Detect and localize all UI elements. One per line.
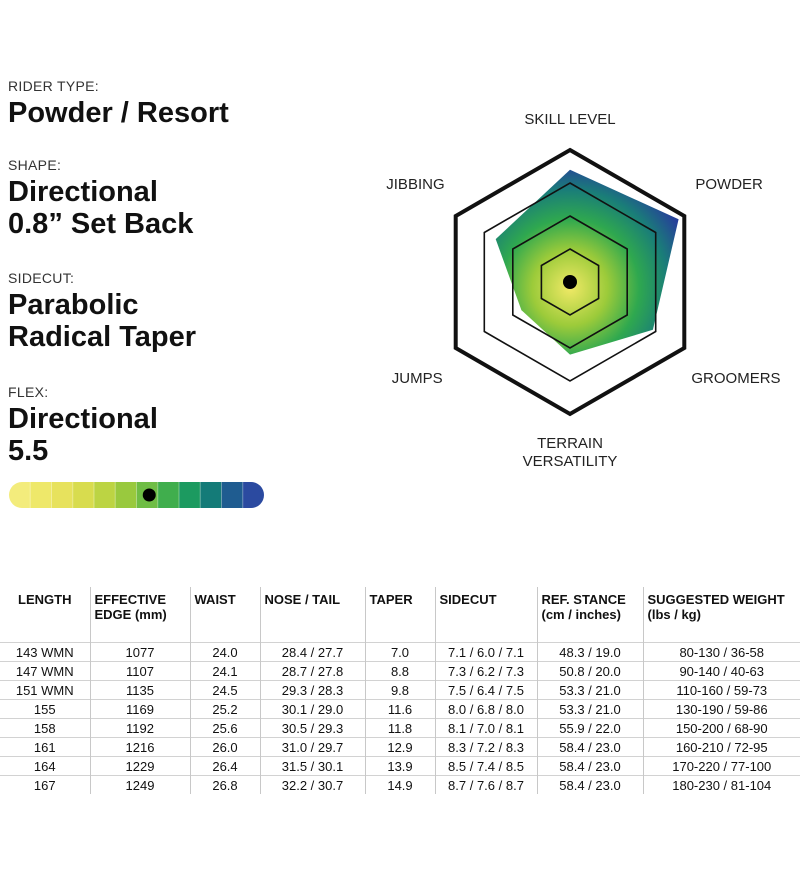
- table-cell: 8.1 / 7.0 / 8.1: [435, 719, 537, 738]
- flex-scale-segment: [30, 482, 52, 508]
- radar-axis-label: [524, 111, 615, 128]
- table-cell: 28.4 / 27.7: [260, 643, 365, 662]
- table-column-header-line: SUGGESTED WEIGHT: [647, 592, 785, 607]
- table-cell: 13.9: [365, 757, 435, 776]
- radar-axis-label: [392, 370, 443, 387]
- table-column-header-line: NOSE / TAIL: [264, 592, 341, 607]
- table-row: [0, 776, 800, 795]
- table-cell: 8.7 / 7.6 / 8.7: [435, 776, 537, 795]
- table-column-header: [190, 587, 260, 643]
- rider-type-label: RIDER TYPE:: [8, 78, 99, 94]
- rider-type-spec: [8, 78, 229, 129]
- table-cell: 151 WMN: [0, 681, 90, 700]
- flex-scale-segment: [115, 482, 137, 508]
- table-cell: 1077: [90, 643, 190, 662]
- table-cell: 58.4 / 23.0: [537, 738, 643, 757]
- table-column-header: [435, 587, 537, 643]
- table-cell: 26.4: [190, 757, 260, 776]
- table-cell: 160-210 / 72-95: [643, 738, 800, 757]
- table-cell: 14.9: [365, 776, 435, 795]
- table-cell: 26.0: [190, 738, 260, 757]
- table-column-header-line: SIDECUT: [439, 592, 497, 607]
- flex-scale-segment: [222, 482, 244, 508]
- table-column-header: [365, 587, 435, 643]
- table-cell: 24.1: [190, 662, 260, 681]
- table-row: [0, 681, 800, 700]
- table-cell: 53.3 / 21.0: [537, 681, 643, 700]
- table-row: [0, 700, 800, 719]
- radar-axis-label-line: JIBBING: [386, 176, 445, 193]
- table-body: [0, 643, 800, 795]
- table-cell: 130-190 / 59-86: [643, 700, 800, 719]
- table-column-header: [0, 587, 90, 643]
- table-cell: 24.5: [190, 681, 260, 700]
- flex-scale-segment: [9, 482, 31, 508]
- table-cell: 80-130 / 36-58: [643, 643, 800, 662]
- table-cell: 25.2: [190, 700, 260, 719]
- table-cell: 110-160 / 59-73: [643, 681, 800, 700]
- table-row: [0, 719, 800, 738]
- table-cell: 30.5 / 29.3: [260, 719, 365, 738]
- flex-label: FLEX:: [8, 384, 49, 400]
- radar-axis-label-line: POWDER: [695, 176, 763, 193]
- table-cell: 24.0: [190, 643, 260, 662]
- flex-scale-bar: [8, 481, 268, 511]
- table-cell: 7.1 / 6.0 / 7.1: [435, 643, 537, 662]
- table-cell: 167: [0, 776, 90, 795]
- table-cell: 170-220 / 77-100: [643, 757, 800, 776]
- table-cell: 31.0 / 29.7: [260, 738, 365, 757]
- table-cell: 58.4 / 23.0: [537, 757, 643, 776]
- table-cell: 53.3 / 21.0: [537, 700, 643, 719]
- radar-axis-label-line: GROOMERS: [691, 370, 781, 387]
- table-cell: 11.8: [365, 719, 435, 738]
- table-cell: 1135: [90, 681, 190, 700]
- sidecut-value-line2: Radical Taper: [8, 321, 197, 353]
- table-cell: 1216: [90, 738, 190, 757]
- table-column-header-line: TAPER: [369, 592, 413, 607]
- table-column-header-line: (lbs / kg): [647, 607, 701, 622]
- table-cell: 180-230 / 81-104: [643, 776, 800, 795]
- table-cell: 55.9 / 22.0: [537, 719, 643, 738]
- table-cell: 48.3 / 19.0: [537, 643, 643, 662]
- table-cell: 8.0 / 6.8 / 8.0: [435, 700, 537, 719]
- flex-value-line2: 5.5: [8, 435, 49, 467]
- table-column-header-line: (cm / inches): [541, 607, 621, 622]
- table-cell: 7.5 / 6.4 / 7.5: [435, 681, 537, 700]
- table-cell: 26.8: [190, 776, 260, 795]
- table-cell: 12.9: [365, 738, 435, 757]
- table-cell: 8.3 / 7.2 / 8.3: [435, 738, 537, 757]
- table-cell: 28.7 / 27.8: [260, 662, 365, 681]
- table-cell: 7.3 / 6.2 / 7.3: [435, 662, 537, 681]
- flex-scale-segment: [243, 482, 265, 508]
- radar-axis-label: [386, 176, 444, 193]
- table-cell: 164: [0, 757, 90, 776]
- radar-center-dot: [563, 275, 577, 289]
- table-cell: 50.8 / 20.0: [537, 662, 643, 681]
- table-cell: 9.8: [365, 681, 435, 700]
- table-row: [0, 757, 800, 776]
- table-column-header: [90, 587, 190, 643]
- table-column-header-line: WAIST: [194, 592, 236, 607]
- table-row: [0, 643, 800, 662]
- shape-label: SHAPE:: [8, 157, 62, 173]
- sidecut-label: SIDECUT:: [8, 270, 75, 286]
- table-cell: 1107: [90, 662, 190, 681]
- table-cell: 7.0: [365, 643, 435, 662]
- flex-value-line1: Directional: [8, 403, 158, 435]
- radar-axis-label-line: SKILL LEVEL: [524, 111, 616, 128]
- table-cell: 90-140 / 40-63: [643, 662, 800, 681]
- radar-chart: [360, 90, 800, 500]
- table-column-header-line: REF. STANCE: [541, 592, 626, 607]
- table-column-header-line: EDGE (mm): [94, 607, 167, 622]
- rider-type-value: Powder / Resort: [8, 97, 229, 129]
- table-cell: 32.2 / 30.7: [260, 776, 365, 795]
- table-cell: 29.3 / 28.3: [260, 681, 365, 700]
- table-cell: 31.5 / 30.1: [260, 757, 365, 776]
- sidecut-value-line1: Parabolic: [8, 289, 139, 321]
- table-cell: 147 WMN: [0, 662, 90, 681]
- table-cell: 8.8: [365, 662, 435, 681]
- table-column-header-line: EFFECTIVE: [94, 592, 167, 607]
- shape-value-line1: Directional: [8, 176, 158, 208]
- radar-axis-label-line: JUMPS: [391, 370, 443, 387]
- table-row: [0, 738, 800, 757]
- table-cell: 161: [0, 738, 90, 757]
- flex-scale-segment: [179, 482, 201, 508]
- table-cell: 1192: [90, 719, 190, 738]
- table-cell: 143 WMN: [0, 643, 90, 662]
- flex-scale-segment: [52, 482, 74, 508]
- table-cell: 58.4 / 23.0: [537, 776, 643, 795]
- flex-marker-dot: [143, 489, 156, 502]
- radar-axis-label: [691, 370, 780, 387]
- table-cell: 1169: [90, 700, 190, 719]
- table-cell: 30.1 / 29.0: [260, 700, 365, 719]
- flex-scale-segment: [200, 482, 222, 508]
- flex-scale-segment: [94, 482, 116, 508]
- table-cell: 150-200 / 68-90: [643, 719, 800, 738]
- table-cell: 1249: [90, 776, 190, 795]
- table-cell: 8.5 / 7.4 / 8.5: [435, 757, 537, 776]
- table-column-header: [260, 587, 365, 643]
- table-cell: 25.6: [190, 719, 260, 738]
- table-column-header: [643, 587, 800, 643]
- sidecut-spec: [8, 270, 196, 353]
- table-column-header: [537, 587, 643, 643]
- table-cell: 155: [0, 700, 90, 719]
- table-header-row: [0, 587, 800, 643]
- radar-axis-label: [695, 176, 763, 193]
- radar-axis-label: [523, 435, 618, 470]
- radar-axis-label-line: TERRAIN: [537, 435, 603, 452]
- spec-table: [0, 587, 800, 794]
- shape-spec: [8, 157, 193, 240]
- flex-scale-segment: [73, 482, 95, 508]
- table-cell: 11.6: [365, 700, 435, 719]
- flex-spec: [8, 384, 158, 467]
- table-row: [0, 662, 800, 681]
- radar-axis-label-line: VERSATILITY: [522, 453, 618, 470]
- table-column-header-line: LENGTH: [18, 592, 72, 607]
- flex-scale-segment: [158, 482, 180, 508]
- table-cell: 158: [0, 719, 90, 738]
- table-cell: 1229: [90, 757, 190, 776]
- shape-value-line2: 0.8” Set Back: [8, 208, 194, 240]
